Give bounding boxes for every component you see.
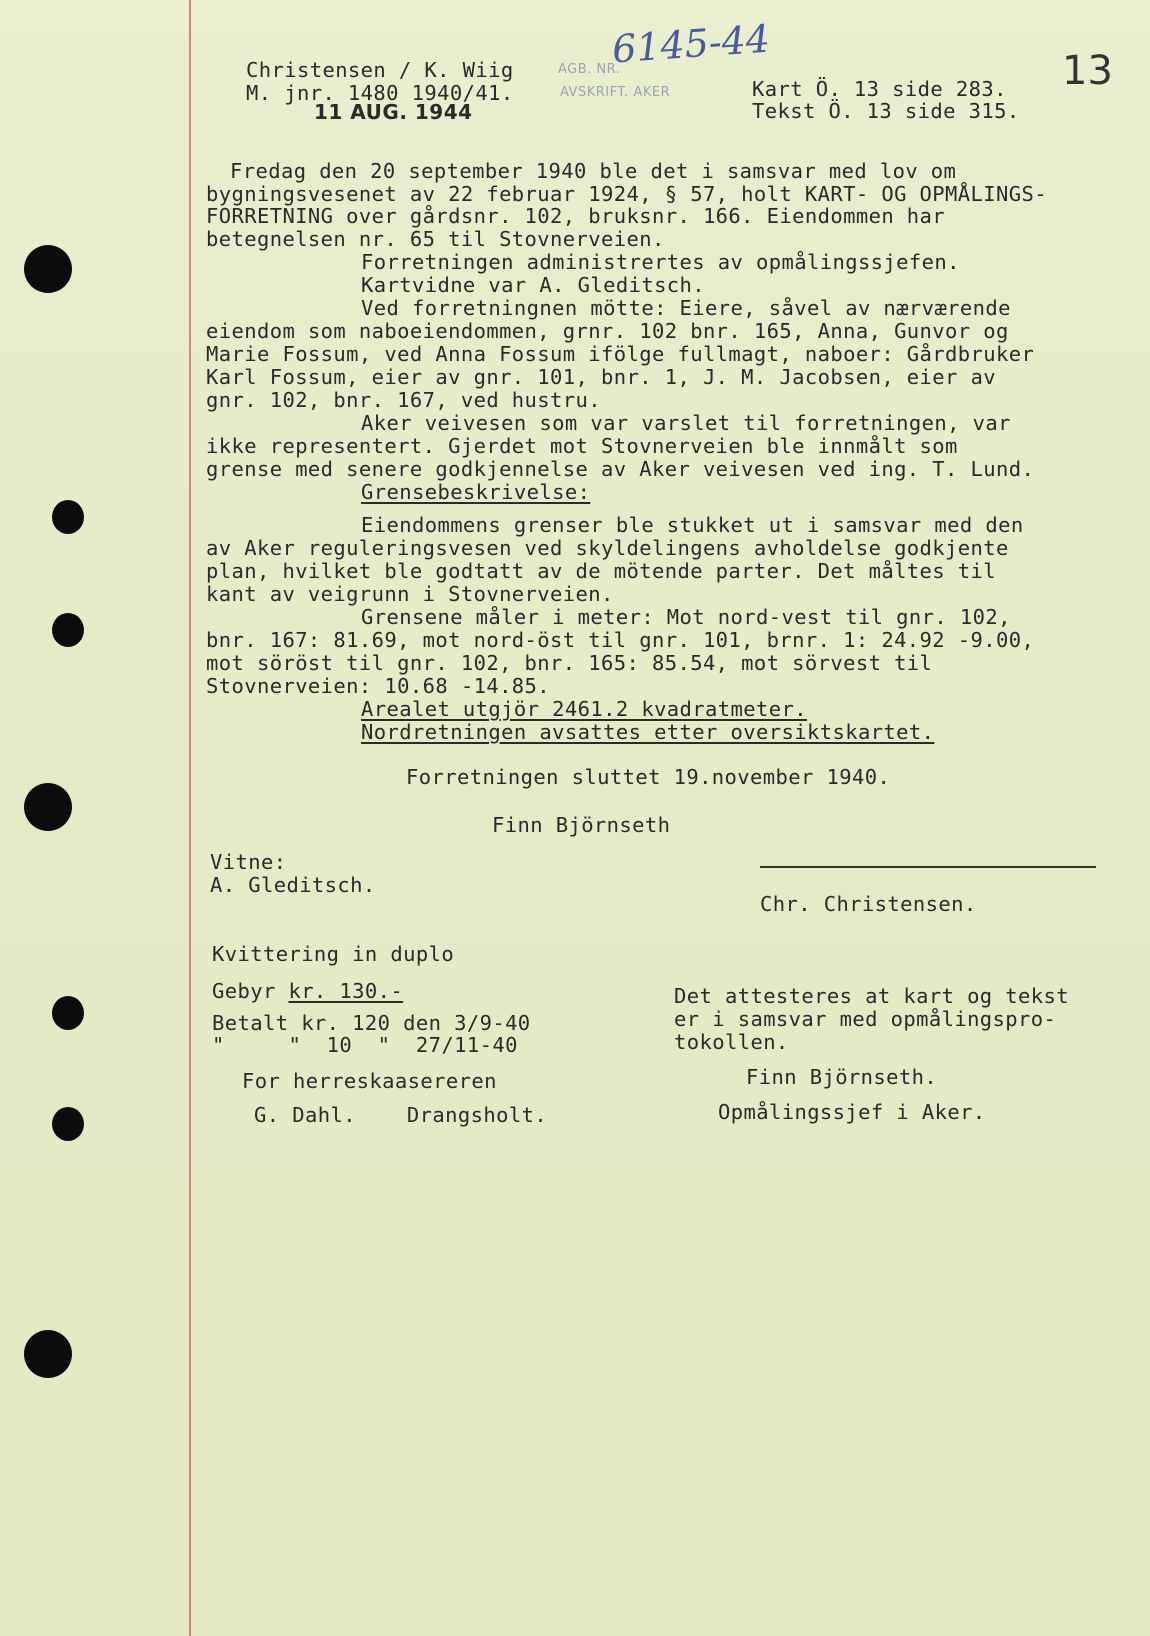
punch-hole xyxy=(24,783,72,831)
receipt-note: Kvittering in duplo xyxy=(212,942,455,966)
punch-hole xyxy=(52,996,84,1030)
body-line: Fredag den 20 september 1940 ble det i samsvar med lov om xyxy=(230,159,957,183)
margin-line xyxy=(189,0,191,1636)
punch-hole xyxy=(52,500,84,534)
body-line: Forretningen administrertes av opmålingssjefen. xyxy=(361,250,960,274)
section-heading: Grensebeskrivelse: xyxy=(361,480,591,504)
area-statement: Arealet utgjör 2461.2 kvadratmeter. xyxy=(361,697,807,721)
body-line: Aker veivesen som var varslet til forretningen, var xyxy=(361,411,1011,435)
punch-hole xyxy=(52,1107,84,1141)
punch-hole xyxy=(24,1330,72,1378)
body-line: grense med senere godkjennelse av Aker veivesen ved ing. T. Lund. xyxy=(206,457,1035,481)
treasurer-label: For herreskaasereren xyxy=(242,1069,497,1093)
body-line: Stovnerveien: 10.68 -14.85. xyxy=(206,674,551,698)
page-number: 13 xyxy=(1062,48,1113,94)
body-line: gnr. 102, bnr. 167, ved hustru. xyxy=(206,388,602,412)
header-text-reference: Tekst Ö. 13 side 315. xyxy=(752,99,1020,123)
header-journal-number: M. jnr. 1480 1940/41. xyxy=(246,81,514,105)
punch-hole xyxy=(24,245,72,293)
attestation-signer: Finn Björnseth. xyxy=(746,1065,938,1089)
body-line: Karl Fossum, eier av gnr. 101, bnr. 1, J. M. Jacobsen, eier av xyxy=(206,365,997,389)
attestation-line: tokollen. xyxy=(674,1030,789,1054)
body-line: Marie Fossum, ved Anna Fossum ifölge fullmagt, naboer: Gårdbruker xyxy=(206,342,1035,366)
treasurer-signatures: G. Dahl. Drangsholt. xyxy=(254,1103,548,1127)
closing-statement: Forretningen sluttet 19.november 1940. xyxy=(406,765,891,789)
date-stamp: 11 AUG. 1944 xyxy=(314,100,473,124)
north-direction-statement: Nordretningen avsattes etter oversiktskartet. xyxy=(361,720,935,744)
body-line: FORRETNING over gårdsnr. 102, bruksnr. 166. Eiendommen har xyxy=(206,204,946,228)
punch-hole xyxy=(52,613,84,647)
body-line: Eiendommens grenser ble stukket ut i samsvar med den xyxy=(361,513,1024,537)
witness-label: Vitne: xyxy=(210,850,287,874)
fee-label: Gebyr xyxy=(212,979,289,1003)
fee-line xyxy=(212,980,403,1002)
attestation-title: Opmålingssjef i Aker. xyxy=(718,1100,986,1124)
body-line: betegnelsen nr. 65 til Stovnerveien. xyxy=(206,227,665,251)
body-line: Kartvidne var A. Gleditsch. xyxy=(361,273,706,297)
handwritten-reference: 6145-44 xyxy=(610,16,772,72)
witness-name: A. Gleditsch. xyxy=(210,873,376,897)
body-line: plan, hvilket ble godtatt av de mötende parter. Det måltes til xyxy=(206,559,997,583)
body-line: bnr. 167: 81.69, mot nord-öst til gnr. 101, brnr. 1: 24.92 -9.00, xyxy=(206,628,1035,652)
attestation-line: er i samsvar med opmålingspro- xyxy=(674,1007,1057,1031)
body-line: Ved forretningnen mötte: Eiere, såvel av nærværende xyxy=(361,296,1011,320)
office-stamp: AGB. NR. xyxy=(558,62,621,77)
body-line: av Aker reguleringsvesen ved skyldelingens avholdelse godkjente xyxy=(206,536,1009,560)
body-line: ikke representert. Gjerdet mot Stovnerveien ble innmålt som xyxy=(206,434,958,458)
signature-chr-christensen: Chr. Christensen. xyxy=(760,892,977,916)
signature-line xyxy=(760,866,1096,868)
body-line: mot söröst til gnr. 102, bnr. 165: 85.54, mot sörvest til xyxy=(206,651,933,675)
header-party-names: Christensen / K. Wiig xyxy=(246,58,514,82)
header-map-reference: Kart Ö. 13 side 283. xyxy=(752,77,1007,101)
signature-finn-bjornseth: Finn Björnseth xyxy=(492,813,671,837)
body-line: eiendom som naboeiendommen, grnr. 102 bnr. 165, Anna, Gunvor og xyxy=(206,319,1009,343)
body-line: Grensene måler i meter: Mot nord-vest til gnr. 102, xyxy=(361,605,1011,629)
body-line: kant av veigrunn i Stovnerveien. xyxy=(206,582,614,606)
attestation-line: Det attesteres at kart og tekst xyxy=(674,984,1070,1008)
payment-line: " " 10 " 27/11-40 xyxy=(212,1033,518,1057)
payment-line: Betalt kr. 120 den 3/9-40 xyxy=(212,1011,531,1035)
body-line: bygningsvesenet av 22 februar 1924, § 57, holt KART- OG OPMÅLINGS- xyxy=(206,182,1047,206)
office-stamp-aker: AVSKRIFT. AKER xyxy=(560,85,671,100)
fee-value: kr. 130.- xyxy=(288,979,404,1003)
